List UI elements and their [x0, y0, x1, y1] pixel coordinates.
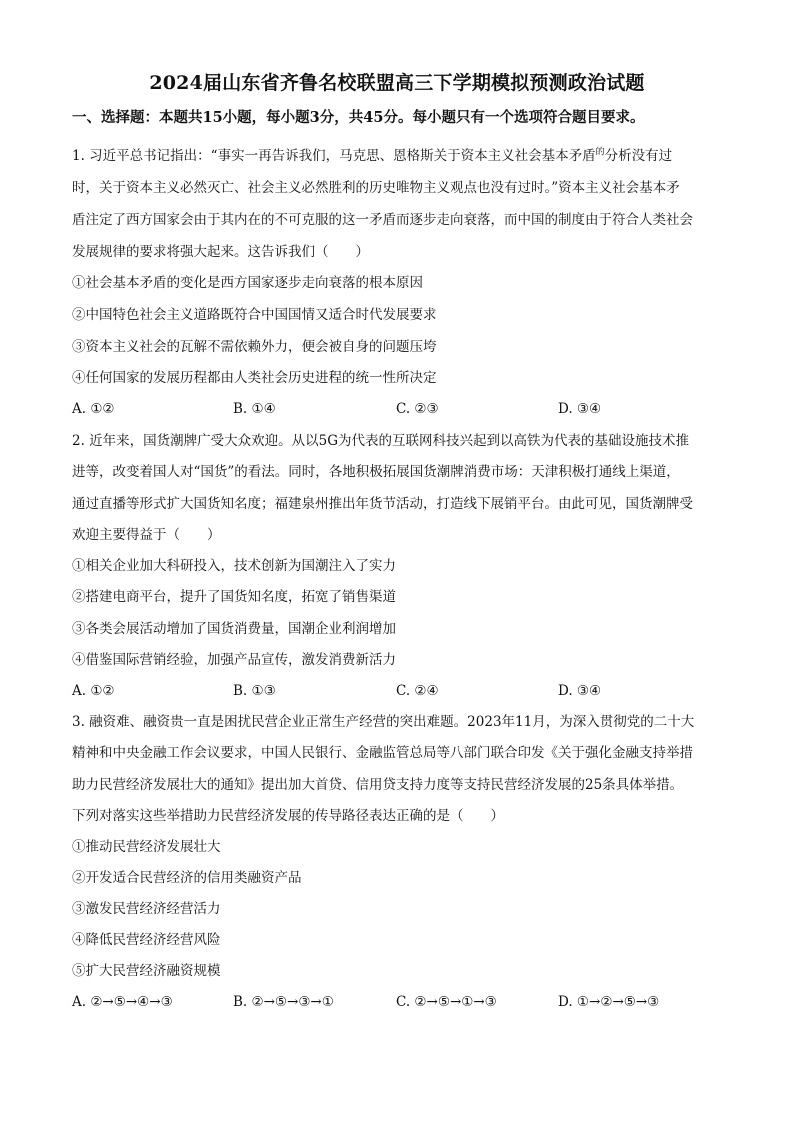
- question-1-line-4: 发展规律的要求将强大起来。这告诉我们（ ）: [72, 244, 369, 260]
- question-3-line-2: 精神和中央金融工作会议要求，中国人民银行、金融监管总局等八部门联合印发《关于强化金融支持举措: [72, 745, 693, 761]
- superscript-mark: 的: [595, 147, 605, 158]
- question-2-option-4: ④借鉴国际营销经验，加强产品宣传，激发消费新活力: [72, 652, 396, 668]
- exam-title: 2024届山东省齐鲁名校联盟高三下学期模拟预测政治试题: [149, 72, 645, 94]
- choice-b[interactable]: B. ②→⑤→③→①: [233, 994, 334, 1010]
- question-1-line-2: 时，关于资本主义必然灭亡、社会主义必然胜利的历史唯物主义观点也没有过时。”资本主义社会基本矛: [72, 180, 680, 196]
- question-1-option-2: ②中国特色社会主义道路既符合中国国情又适合时代发展要求: [72, 307, 437, 323]
- question-3-line-1: 3. 融资难、融资贵一直是困扰民营企业正常生产经营的突出难题。2023年11月，为深入贯彻党的二十大: [72, 714, 695, 730]
- question-2-line-2: 进等，改变着国人对“国货”的看法。同时，各地积极拓展国货潮牌消费市场：天津积极打通线上渠道，: [72, 464, 680, 480]
- question-3-option-2: ②开发适合民营经济的信用类融资产品: [72, 870, 302, 886]
- section-heading: 一、选择题：本题共15小题，每小题3分，共45分。每小题只有一个选项符合题目要求。: [72, 109, 645, 126]
- question-1-option-3: ③资本主义社会的瓦解不需依赖外力，便会被自身的问题压垮: [72, 339, 437, 355]
- question-3-line-4: 下列对落实这些举措助力民营经济发展的传导路径表达正确的是（ ）: [72, 808, 504, 824]
- question-1-line-3: 盾注定了西方国家会由于其内在的不可克服的这一矛盾而逐步走向衰落，而中国的制度由于符合人类社会: [72, 212, 693, 228]
- choice-b[interactable]: B. ①③: [233, 683, 276, 699]
- choice-a[interactable]: A. ①②: [72, 683, 115, 699]
- question-2-line-4: 欢迎主要得益于（ ）: [72, 527, 221, 543]
- choice-c[interactable]: C. ②④: [396, 683, 439, 699]
- choice-b[interactable]: B. ①④: [233, 401, 276, 417]
- choice-a[interactable]: A. ②→⑤→④→③: [72, 994, 173, 1010]
- choice-a[interactable]: A. ①②: [72, 401, 115, 417]
- question-2-choices: [72, 681, 722, 701]
- question-2-option-2: ②搭建电商平台，提升了国货知名度，拓宽了销售渠道: [72, 589, 396, 605]
- question-3-line-3: 助力民营经济发展壮大的通知》提出加大首贷、信用贷支持力度等支持民营经济发展的25条具体举措。: [72, 777, 684, 793]
- question-3-option-3: ③激发民营经济经营活力: [72, 901, 221, 917]
- choice-d[interactable]: D. ③④: [558, 401, 602, 417]
- choice-d[interactable]: D. ③④: [558, 683, 602, 699]
- question-1-option-4: ④任何国家的发展历程都由人类社会历史进程的统一性所决定: [72, 370, 437, 386]
- question-3-option-5: ⑤扩大民营经济融资规模: [72, 963, 221, 979]
- choice-d[interactable]: D. ①→②→⑤→③: [558, 994, 660, 1010]
- question-1-choices: [72, 399, 722, 419]
- choice-c[interactable]: C. ②③: [396, 401, 439, 417]
- choice-c[interactable]: C. ②→⑤→①→③: [396, 994, 497, 1010]
- question-3-option-4: ④降低民营经济经营风险: [72, 932, 221, 948]
- question-1-line-1: 1. 习近平总书记指出：“事实一再告诉我们，马克思、恩格斯关于资本主义社会基本矛盾$^的$分析没有过: [72, 147, 673, 164]
- question-2-option-1: ①相关企业加大科研投入，技术创新为国潮注入了实力: [72, 558, 396, 574]
- question-3-choices: [72, 992, 722, 1012]
- question-2-line-3: 通过直播等形式扩大国货知名度；福建泉州推出年货节活动，打造线下展销平台。由此可见，国货潮牌受: [72, 496, 693, 512]
- question-3-option-1: ①推动民营经济发展壮大: [72, 839, 221, 855]
- question-2-line-1: 2. 近年来，国货潮牌广受大众欢迎。从以5G为代表的互联网科技兴起到以高铁为代表的基础设施技术推: [72, 433, 690, 449]
- question-2-option-3: ③各类会展活动增加了国货消费量，国潮企业利润增加: [72, 621, 396, 637]
- question-1-option-1: ①社会基本矛盾的变化是西方国家逐步走向衰落的根本原因: [72, 275, 423, 291]
